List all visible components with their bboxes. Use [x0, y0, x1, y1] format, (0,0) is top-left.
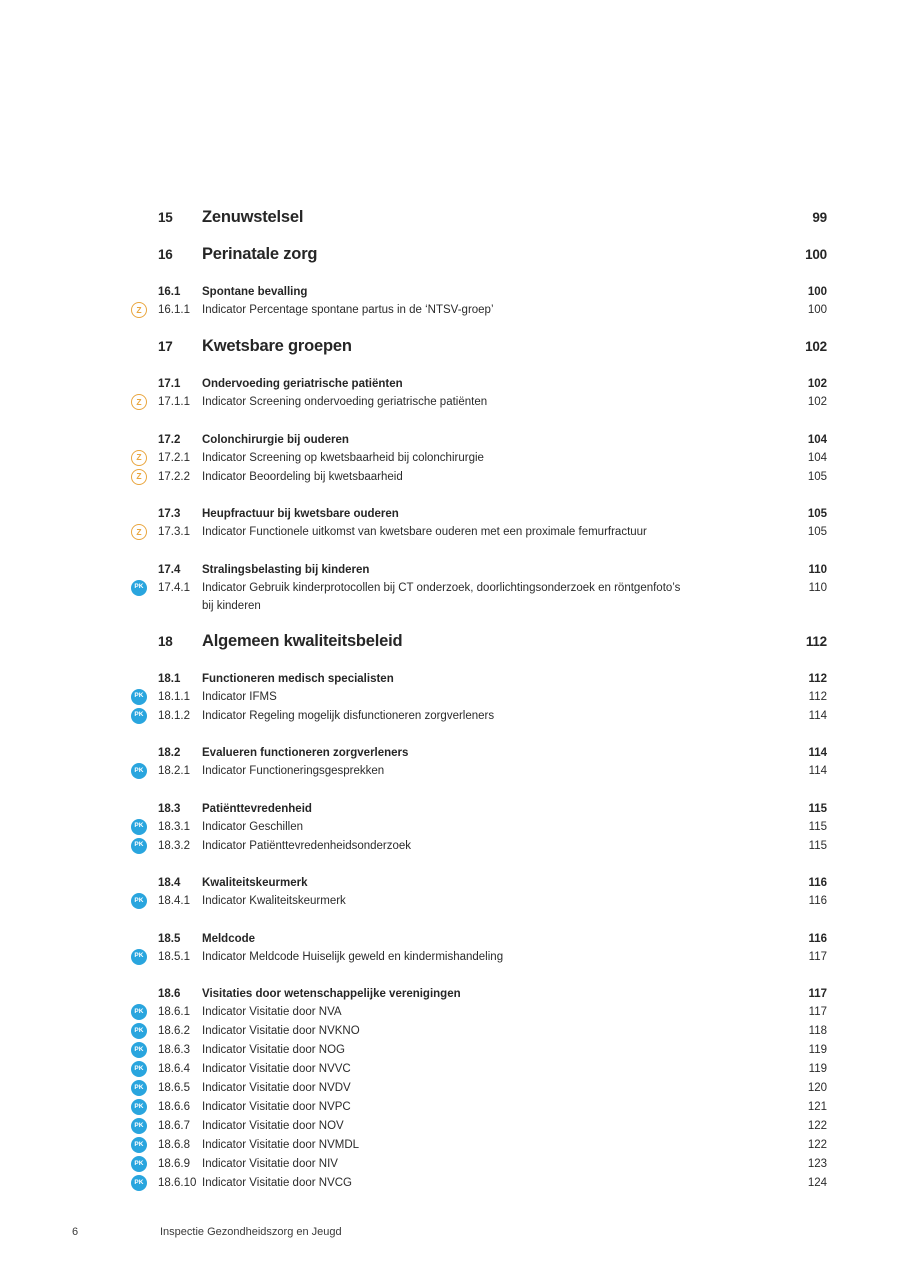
toc-entry-number: 18.6 — [158, 988, 181, 1000]
icon-cell — [131, 1079, 158, 1098]
icon-cell — [131, 468, 158, 487]
particuliere-kliniek-badge-icon: PK — [131, 1061, 147, 1077]
toc-entry-page: 102 — [807, 396, 827, 408]
toc-row-section — [131, 670, 827, 688]
toc-entry-number: 18.6.6 — [158, 1101, 190, 1113]
toc-entry-page: 116 — [808, 895, 827, 907]
particuliere-kliniek-badge-icon: PK — [131, 1080, 147, 1096]
toc-entry-title: Indicator Regeling mogelijk disfunctioneren zorgverleners — [202, 709, 495, 722]
toc-entry-title: Indicator Visitatie door NOG — [202, 1044, 345, 1056]
toc-entry-page: 112 — [808, 672, 827, 685]
toc-entry-number: 18.6.3 — [158, 1044, 190, 1056]
toc-entry-title: Indicator Visitatie door NVKNO — [202, 1025, 360, 1037]
toc-entry-number: 18.3 — [158, 802, 181, 815]
icon-cell — [131, 1060, 158, 1079]
particuliere-kliniek-badge-icon: PK — [131, 1137, 147, 1153]
toc-entry-page: 100 — [807, 286, 827, 298]
toc-row-indicator — [131, 393, 827, 412]
toc-entry-number: 17.4.1 — [158, 581, 190, 594]
particuliere-kliniek-badge-icon: PK — [131, 838, 147, 854]
toc-entry-number: 18.5.1 — [158, 950, 190, 963]
particuliere-kliniek-badge-icon: PK — [131, 893, 147, 909]
icon-cell — [131, 1136, 158, 1155]
toc-entry-title: Colonchirurgie bij ouderen — [202, 433, 349, 446]
toc-entry-number: 18.2.1 — [158, 765, 190, 777]
toc-entry-page: 112 — [805, 633, 827, 649]
icon-cell — [131, 1003, 158, 1022]
toc-entry-page: 110 — [808, 563, 827, 576]
toc-row-chapter — [131, 204, 827, 231]
toc-row-section — [131, 930, 827, 948]
toc-entry-title: Indicator IFMS — [202, 690, 277, 703]
toc-entry-number: 18.6.8 — [158, 1139, 190, 1151]
toc-row-indicator — [131, 1136, 827, 1155]
toc-entry-number: 16 — [158, 247, 173, 262]
toc-entry-number: 17.3 — [158, 508, 181, 520]
icon-cell — [131, 579, 158, 598]
icon-cell — [131, 1098, 158, 1117]
toc-entry-title: Heupfractuur bij kwetsbare ouderen — [202, 508, 399, 520]
toc-row-indicator — [131, 301, 827, 320]
toc-entry-title: Indicator Screening ondervoeding geriatrische patiënten — [202, 396, 488, 408]
icon-cell — [131, 762, 158, 781]
ziekenhuis-badge-icon: Z — [131, 394, 147, 410]
toc-entry-page: 117 — [808, 950, 827, 963]
toc-entry-number: 18.6.9 — [158, 1158, 190, 1170]
toc-entry-page: 115 — [808, 839, 827, 852]
icon-spacer — [131, 930, 158, 931]
toc-entry-page: 102 — [807, 378, 827, 390]
toc-entry-page: 123 — [807, 1158, 827, 1170]
particuliere-kliniek-badge-icon: PK — [131, 580, 147, 596]
toc-entry-title: Visitaties door wetenschappelijke verenigingen — [202, 988, 461, 1000]
icon-spacer — [131, 628, 158, 629]
toc-entry-title: Indicator Patiënttevredenheidsonderzoek — [202, 839, 412, 852]
toc-entry-number: 16.1 — [158, 286, 181, 298]
toc-entry-number: 18.6.5 — [158, 1082, 190, 1094]
toc-entry-title: Spontane bevalling — [202, 286, 308, 298]
ziekenhuis-badge-icon: Z — [131, 469, 147, 485]
toc-row-section — [131, 985, 827, 1003]
toc-entry-title: Indicator Visitatie door NVCG — [202, 1177, 352, 1189]
toc-entry-title: Indicator Functionele uitkomst van kwetsbare ouderen met een proximale femurfractuur — [202, 526, 647, 538]
toc-entry-number: 18.6.10 — [158, 1177, 197, 1189]
toc-row-section — [131, 874, 827, 892]
toc-entry-title — [202, 579, 787, 615]
toc-row-indicator — [131, 1079, 827, 1098]
icon-spacer — [131, 505, 158, 506]
icon-cell — [131, 1174, 158, 1193]
icon-cell — [131, 1155, 158, 1174]
footer-page-number: 6 — [72, 1226, 79, 1238]
icon-cell — [131, 1117, 158, 1136]
particuliere-kliniek-badge-icon: PK — [131, 1099, 147, 1115]
toc-entry-page: 100 — [807, 304, 827, 316]
toc-entry-page: 117 — [808, 1006, 827, 1018]
toc-entry-title: Indicator Kwaliteitskeurmerk — [202, 895, 346, 907]
toc-row-section — [131, 283, 827, 301]
toc-entry-title: Indicator Visitatie door NVDV — [202, 1082, 351, 1094]
toc-entry-page: 116 — [808, 932, 827, 945]
icon-spacer — [131, 800, 158, 801]
toc-entry-title: Indicator Screening op kwetsbaarheid bij colonchirurgie — [202, 451, 484, 464]
toc-entry-page: 105 — [807, 526, 827, 538]
toc-row-indicator — [131, 1060, 827, 1079]
toc-entry-title: Kwaliteitskeurmerk — [202, 877, 308, 889]
icon-cell — [131, 837, 158, 856]
toc-entry-page: 119 — [808, 1063, 827, 1075]
icon-spacer — [131, 375, 158, 376]
toc-row-indicator — [131, 837, 827, 856]
toc-entry-page: 105 — [807, 470, 827, 483]
toc-row-indicator — [131, 948, 827, 967]
toc-entry-number: 17.2 — [158, 433, 181, 446]
toc-entry-title: Kwetsbare groepen — [202, 337, 352, 355]
toc-row-indicator — [131, 1174, 827, 1193]
toc-entry-number: 17.1 — [158, 378, 181, 390]
toc-row-indicator — [131, 1155, 827, 1174]
icon-spacer — [131, 670, 158, 671]
icon-cell — [131, 1041, 158, 1060]
toc-row-indicator — [131, 707, 827, 726]
toc-entry-page: 104 — [807, 433, 827, 446]
toc-entry-number: 17.1.1 — [158, 396, 190, 408]
particuliere-kliniek-badge-icon: PK — [131, 819, 147, 835]
ziekenhuis-badge-icon: Z — [131, 450, 147, 466]
toc-entry-title: Indicator Geschillen — [202, 820, 303, 833]
toc-entry-number: 18.1.2 — [158, 709, 190, 722]
toc-row-section — [131, 431, 827, 449]
table-of-contents — [131, 204, 827, 1193]
toc-row-indicator — [131, 1041, 827, 1060]
toc-row-indicator — [131, 1003, 827, 1022]
toc-entry-title: Patiënttevredenheid — [202, 802, 312, 815]
toc-row-chapter — [131, 241, 827, 268]
toc-entry-page: 118 — [808, 1025, 827, 1037]
toc-entry-number: 17.3.1 — [158, 526, 190, 538]
toc-entry-title: Indicator Visitatie door NVPC — [202, 1101, 351, 1113]
toc-entry-number: 18.2 — [158, 747, 181, 759]
toc-row-indicator — [131, 892, 827, 911]
icon-spacer — [131, 431, 158, 432]
toc-entry-page: 114 — [808, 747, 827, 759]
toc-row-indicator — [131, 449, 827, 468]
particuliere-kliniek-badge-icon: PK — [131, 763, 147, 779]
particuliere-kliniek-badge-icon: PK — [131, 1023, 147, 1039]
toc-entry-page: 100 — [805, 247, 827, 262]
footer-organization-name: Inspectie Gezondheidszorg en Jeugd — [160, 1226, 342, 1238]
toc-row-indicator — [131, 818, 827, 837]
icon-cell — [131, 301, 158, 320]
particuliere-kliniek-badge-icon: PK — [131, 949, 147, 965]
toc-entry-title: Indicator Percentage spontane partus in de ‘NTSV-groep’ — [202, 304, 494, 316]
particuliere-kliniek-badge-icon: PK — [131, 1042, 147, 1058]
icon-cell — [131, 688, 158, 707]
toc-row-indicator — [131, 468, 827, 487]
toc-entry-number: 18.6.1 — [158, 1006, 190, 1018]
toc-entry-number: 16.1.1 — [158, 304, 190, 316]
icon-spacer — [131, 985, 158, 986]
icon-spacer — [131, 283, 158, 284]
toc-entry-page: 117 — [808, 988, 827, 1000]
toc-entry-page: 114 — [808, 709, 827, 722]
toc-entry-number: 18.1.1 — [158, 690, 190, 703]
toc-entry-page: 119 — [808, 1044, 827, 1056]
toc-entry-title: Functioneren medisch specialisten — [202, 672, 394, 685]
toc-row-indicator — [131, 688, 827, 707]
icon-cell — [131, 818, 158, 837]
particuliere-kliniek-badge-icon: PK — [131, 689, 147, 705]
particuliere-kliniek-badge-icon: PK — [131, 708, 147, 724]
toc-entry-page: 112 — [808, 690, 827, 703]
icon-spacer — [131, 874, 158, 875]
icon-cell — [131, 393, 158, 412]
toc-row-chapter — [131, 333, 827, 360]
toc-entry-page: 116 — [808, 877, 827, 889]
toc-entry-page: 102 — [805, 339, 827, 354]
toc-entry-number: 18.4.1 — [158, 895, 190, 907]
toc-entry-number: 15 — [158, 210, 173, 225]
ziekenhuis-badge-icon: Z — [131, 302, 147, 318]
toc-entry-page: 99 — [812, 210, 827, 225]
toc-entry-number: 18.4 — [158, 877, 181, 889]
icon-cell — [131, 948, 158, 967]
icon-cell — [131, 449, 158, 468]
toc-entry-number: 18.5 — [158, 932, 181, 945]
particuliere-kliniek-badge-icon: PK — [131, 1156, 147, 1172]
particuliere-kliniek-badge-icon: PK — [131, 1118, 147, 1134]
toc-entry-number: 18.1 — [158, 672, 181, 685]
toc-entry-number: 17.2.2 — [158, 470, 190, 483]
toc-entry-title: Perinatale zorg — [202, 245, 318, 263]
toc-entry-title: Indicator Visitatie door NOV — [202, 1120, 344, 1132]
toc-row-indicator — [131, 1022, 827, 1041]
toc-entry-title: Indicator Visitatie door NVA — [202, 1006, 342, 1018]
toc-entry-title: Indicator Visitatie door NVMDL — [202, 1139, 360, 1151]
icon-spacer — [131, 204, 158, 205]
toc-entry-title-line2: bij kinderen — [202, 599, 261, 612]
toc-row-indicator — [131, 1098, 827, 1117]
toc-entry-page: 115 — [808, 802, 827, 815]
icon-spacer — [131, 241, 158, 242]
toc-row-indicator — [131, 1117, 827, 1136]
toc-row-chapter — [131, 628, 827, 655]
toc-row-indicator — [131, 523, 827, 542]
icon-cell — [131, 523, 158, 542]
toc-row-section — [131, 561, 827, 579]
icon-spacer — [131, 744, 158, 745]
toc-entry-page: 122 — [807, 1120, 827, 1132]
toc-entry-title: Indicator Meldcode Huiselijk geweld en kindermishandeling — [202, 950, 504, 963]
toc-entry-title: Ondervoeding geriatrische patiënten — [202, 378, 403, 390]
toc-row-section — [131, 375, 827, 393]
toc-entry-title: Indicator Functioneringsgesprekken — [202, 765, 385, 777]
toc-entry-number: 18.6.4 — [158, 1063, 190, 1075]
toc-entry-title: Meldcode — [202, 932, 256, 945]
toc-row-indicator — [131, 762, 827, 781]
toc-entry-title: Algemeen kwaliteitsbeleid — [202, 631, 403, 650]
toc-entry-number: 18.3.1 — [158, 820, 190, 833]
icon-cell — [131, 707, 158, 726]
toc-entry-page: 120 — [807, 1082, 827, 1094]
toc-entry-page: 124 — [807, 1177, 827, 1189]
toc-entry-title: Indicator Beoordeling bij kwetsbaarheid — [202, 470, 403, 483]
toc-entry-title: Indicator Visitatie door NVVC — [202, 1063, 351, 1075]
toc-entry-title-line1: Indicator Gebruik kinderprotocollen bij CT onderzoek, doorlichtingsonderzoek en röntgenfoto’s — [202, 581, 681, 594]
particuliere-kliniek-badge-icon: PK — [131, 1175, 147, 1191]
toc-entry-number: 18 — [158, 633, 173, 649]
ziekenhuis-badge-icon: Z — [131, 524, 147, 540]
toc-row-indicator — [131, 579, 827, 615]
toc-entry-title: Indicator Visitatie door NIV — [202, 1158, 338, 1170]
toc-entry-page: 104 — [807, 451, 827, 464]
toc-entry-page: 105 — [807, 508, 827, 520]
toc-entry-number: 17.2.1 — [158, 451, 190, 464]
particuliere-kliniek-badge-icon: PK — [131, 1004, 147, 1020]
icon-cell — [131, 892, 158, 911]
toc-entry-number: 18.3.2 — [158, 839, 190, 852]
toc-entry-number: 18.6.7 — [158, 1120, 190, 1132]
toc-row-section — [131, 505, 827, 523]
icon-spacer — [131, 561, 158, 562]
toc-entry-number: 17 — [158, 339, 173, 354]
toc-entry-page: 122 — [807, 1139, 827, 1151]
icon-cell — [131, 1022, 158, 1041]
toc-entry-page: 115 — [808, 820, 827, 833]
toc-row-section — [131, 800, 827, 818]
toc-entry-page: 114 — [808, 765, 827, 777]
toc-entry-title: Stralingsbelasting bij kinderen — [202, 563, 370, 576]
icon-spacer — [131, 333, 158, 334]
toc-entry-number: 17.4 — [158, 563, 181, 576]
toc-entry-title: Evalueren functioneren zorgverleners — [202, 747, 409, 759]
toc-entry-number: 18.6.2 — [158, 1025, 190, 1037]
toc-row-section — [131, 744, 827, 762]
toc-entry-page: 121 — [807, 1101, 827, 1113]
toc-entry-title: Zenuwstelsel — [202, 208, 304, 226]
toc-entry-page: 110 — [808, 581, 827, 594]
